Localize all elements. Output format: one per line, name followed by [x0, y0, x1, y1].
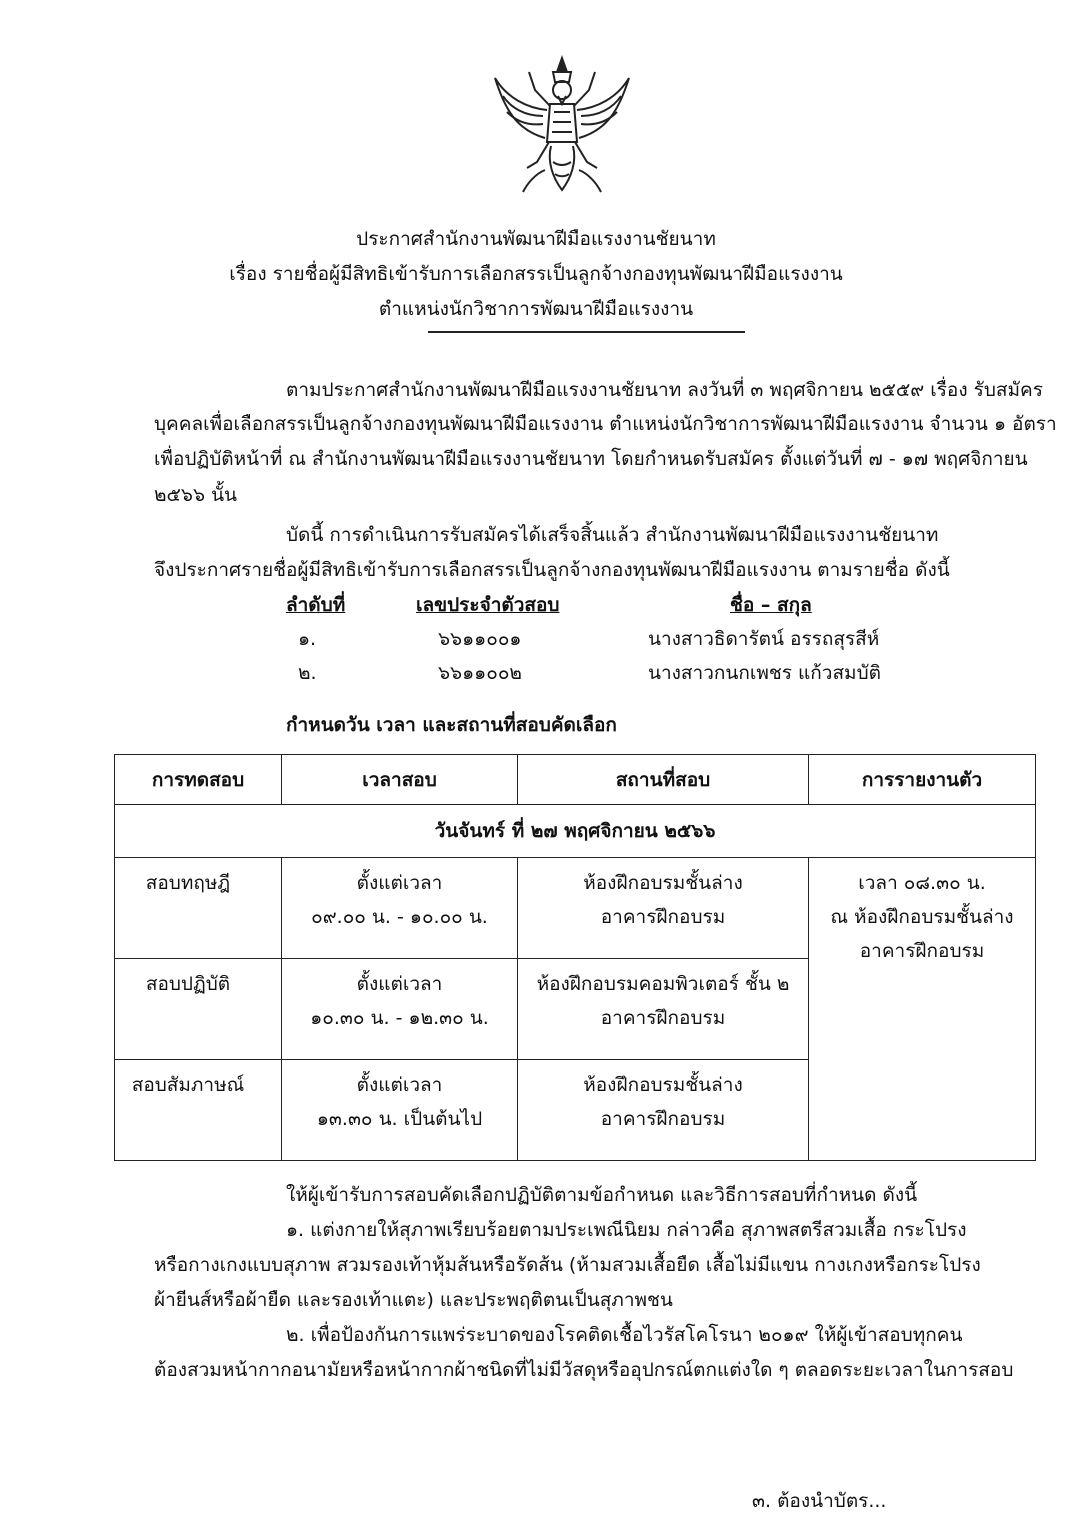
rule-line: ต้องสวมหน้ากากอนามัยหรือหน้ากากผ้าชนิดที่ไม่มีวัสดุหรืออุปกรณ์ตกแต่งใด ๆ ตลอดระยะเวลาในการสอบ: [154, 1359, 1014, 1381]
place-building: อาคารฝึกอบรม: [600, 1007, 726, 1029]
rule-line: ๑. แต่งกายให้สุภาพเรียบร้อยตามประเพณีนิยม กล่าวคือ สุภาพสตรีสวมเสื้อ กระโปรง: [286, 1219, 967, 1241]
paragraph-line: บุคคลเพื่อเลือกสรรเป็นลูกจ้างกองทุนพัฒนาฝีมือแรงงาน ตำแหน่งนักวิชาการพัฒนาฝีมือแรงงาน จำนวน ๑ อัตรา: [154, 413, 1057, 435]
test-name: สอบปฏิบัติ: [145, 973, 231, 995]
schedule-date: วันจันทร์ ที่ ๒๗ พฤศจิกายน ๒๕๖๖: [115, 805, 1036, 858]
announcement-subject: เรื่อง รายชื่อผู้มีสิทธิเข้ารับการเลือกสรรเป็นลูกจ้างกองทุนพัฒนาฝีมือแรงงาน: [229, 263, 843, 285]
time-label: ตั้งแต่เวลา: [356, 973, 443, 995]
test-name: สอบสัมภาษณ์: [131, 1074, 245, 1096]
title-divider: [428, 331, 745, 333]
place-room: ห้องฝึกอบรมคอมพิวเตอร์ ชั้น ๒: [536, 973, 790, 995]
page-continuation: ๓. ต้องนำบัตร...: [752, 1490, 887, 1512]
paragraph-line: บัดนี้ การดำเนินการรับสมัครได้เสร็จสิ้นแล้ว สำนักงานพัฒนาฝีมือแรงงานชัยนาท: [286, 524, 939, 546]
announcement-position: ตำแหน่งนักวิชาการพัฒนาฝีมือแรงงาน: [378, 298, 694, 320]
schedule-header-place: สถานที่สอบ: [518, 755, 809, 805]
schedule-header-test: การทดสอบ: [115, 755, 282, 805]
schedule-header-report: การรายงานตัว: [809, 755, 1036, 805]
report-time: เวลา ๐๘.๓๐ น.: [858, 872, 986, 894]
announcement-title: ประกาศสำนักงานพัฒนาฝีมือแรงงานชัยนาท: [356, 228, 716, 250]
place-room: ห้องฝึกอบรมชั้นล่าง: [583, 1074, 743, 1096]
rule-line: ๒. เพื่อป้องกันการแพร่ระบาดของโรคติดเชื้อไวรัสโคโรนา ๒๐๑๙ ให้ผู้เข้าสอบทุกคน: [286, 1324, 963, 1346]
paragraph-line: จึงประกาศรายชื่อผู้มีสิทธิเข้ารับการเลือกสรรเป็นลูกจ้างกองทุนพัฒนาฝีมือแรงงาน ตามรายชื่อ ดังนี้: [154, 559, 950, 581]
schedule-header-time: เวลาสอบ: [282, 755, 518, 805]
paragraph-line: ตามประกาศสำนักงานพัฒนาฝีมือแรงงานชัยนาท ลงวันที่ ๓ พฤศจิกายน ๒๕๕๙ เรื่อง รับสมัคร: [286, 379, 1043, 401]
candidate-exam-id: ๖๖๑๑๐๐๑: [438, 628, 522, 650]
report-room: ณ ห้องฝึกอบรมชั้นล่าง: [830, 906, 1014, 928]
report-building: อาคารฝึกอบรม: [859, 940, 985, 962]
garuda-emblem-icon: [487, 50, 637, 200]
candidate-header-exam-id: เลขประจำตัวสอบ: [416, 594, 560, 616]
candidate-order: ๒.: [298, 662, 317, 684]
time-range: ๑๓.๓๐ น. เป็นต้นไป: [316, 1108, 483, 1130]
time-range: ๐๙.๐๐ น. - ๑๐.๐๐ น.: [311, 906, 488, 928]
candidate-name: นางสาวธิดารัตน์ อรรถสุรสีห์: [648, 628, 880, 650]
rule-line: หรือกางเกงแบบสุภาพ สวมรองเท้าหุ้มส้นหรือรัดส้น (ห้ามสวมเสื้อยืด เสื้อไม่มีแขน กางเกงหรือกระโปรง: [154, 1254, 981, 1276]
place-building: อาคารฝึกอบรม: [600, 906, 726, 928]
schedule-title: กำหนดวัน เวลา และสถานที่สอบคัดเลือก: [286, 714, 617, 736]
candidate-name: นางสาวกนกเพชร แก้วสมบัติ: [648, 662, 881, 684]
time-label: ตั้งแต่เวลา: [356, 1074, 443, 1096]
time-range: ๑๐.๓๐ น. - ๑๒.๓๐ น.: [310, 1007, 489, 1029]
candidate-exam-id: ๖๖๑๑๐๐๒: [438, 662, 522, 684]
time-label: ตั้งแต่เวลา: [356, 872, 443, 894]
schedule-date-row: [115, 805, 1036, 858]
candidate-order: ๑.: [298, 628, 317, 650]
place-building: อาคารฝึกอบรม: [600, 1108, 726, 1130]
paragraph-line: ๒๕๖๖ นั้น: [154, 484, 238, 506]
table-row: [115, 858, 1036, 959]
schedule-header-row: [115, 755, 1036, 805]
place-room: ห้องฝึกอบรมชั้นล่าง: [583, 872, 743, 894]
rule-line: ผ้ายีนส์หรือผ้ายืด และรองเท้าแตะ) และประพฤติตนเป็นสุภาพชน: [154, 1289, 673, 1311]
test-name: สอบทฤษฎี: [145, 872, 231, 894]
paragraph-line: เพื่อปฏิบัติหน้าที่ ณ สำนักงานพัฒนาฝีมือแรงงานชัยนาท โดยกำหนดรับสมัคร ตั้งแต่วันที่ ๗ - ๑๗ พฤศจิกายน: [154, 448, 1028, 470]
rules-intro: ให้ผู้เข้ารับการสอบคัดเลือกปฏิบัติตามข้อกำหนด และวิธีการสอบที่กำหนด ดังนี้: [286, 1184, 918, 1206]
schedule-table: [114, 754, 1036, 1161]
candidate-header-order: ลำดับที่: [286, 594, 346, 616]
candidate-header-name: ชื่อ – สกุล: [730, 594, 812, 616]
